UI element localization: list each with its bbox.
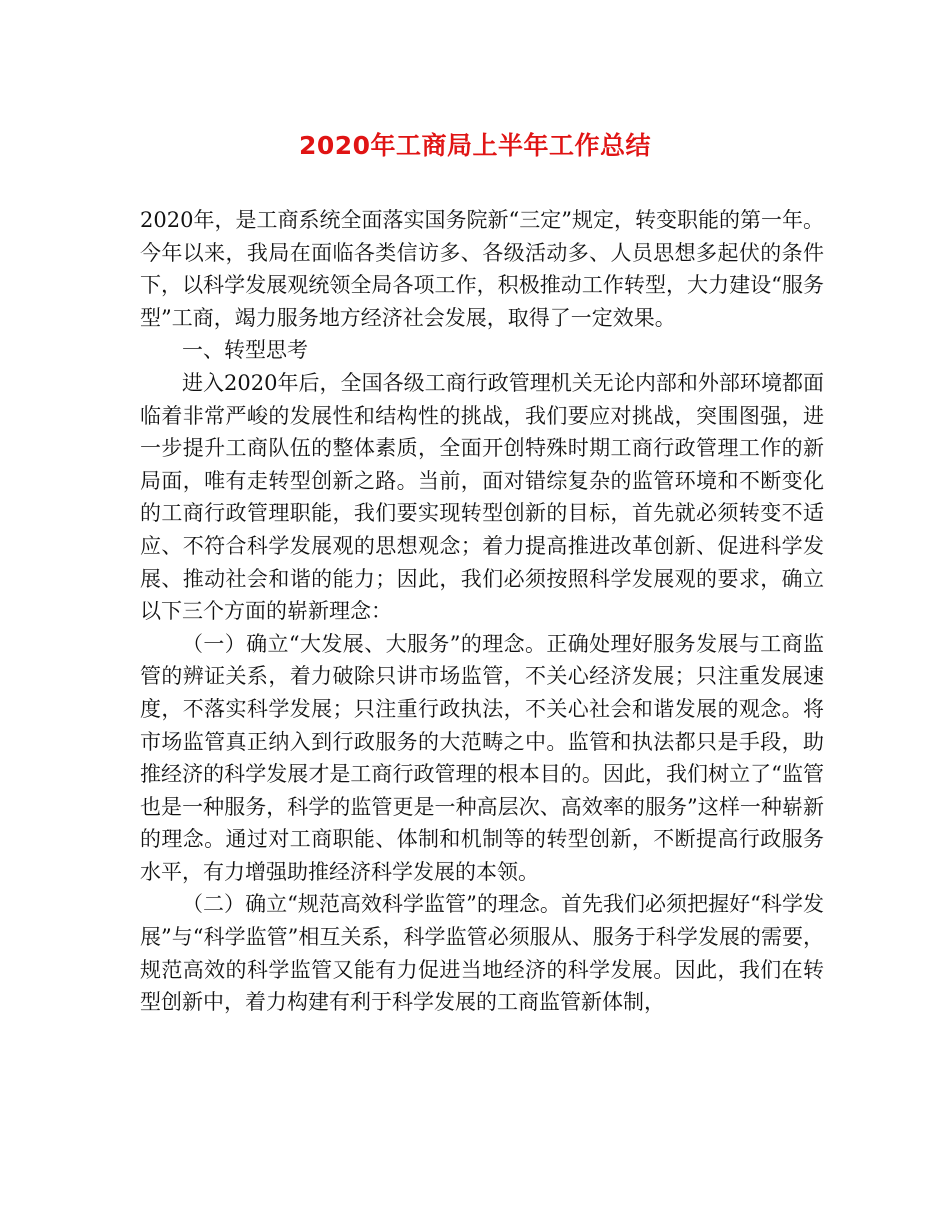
section-heading: 一、转型思考 (182, 338, 308, 363)
intro-paragraph: 2020年，是工商系统全面落实国务院新“三定”规定，转变职能的第一年。今年以来，我局在面临各类信访多、各级活动多、人员思想多起伏的条件下，以科学发展观统领全局各项工作，积极推动工作转型，大力建设“服务型”工商，竭力服务地方经济社会发展，取得了一定效果。 (140, 208, 824, 330)
body-paragraph: （二）确立“规范高效科学监管”的理念。首先我们必须把握好“科学发展”与“科学监管”相互关系，科学监管必须服从、服务于科学发展的需要，规范高效的科学监管又能有力促进当地经济的科学发展。因此，我们在转型创新中，着力构建有利于科学发展的工商监管新体制， (140, 892, 824, 1015)
document-title: 2020年工商局上半年工作总结 (298, 131, 652, 160)
body-paragraph: 进入2020年后，全国各级工商行政管理机关无论内部和外部环境都面临着非常严峻的发展性和结构性的挑战，我们要应对挑战，突围图强，进一步提升工商队伍的整体素质，全面开创特殊时期工商行政管理工作的新局面，唯有走转型创新之路。当前，面对错综复杂的监管环境和不断变化的工商行政管理职能，我们要实现转型创新的目标，首先就必须转变不适应、不符合科学发展观的思想观念；着力提高推进改革创新、促进科学发展、推动社会和谐的能力；因此，我们必须按照科学发展观的要求，确立以下三个方面的崭新理念： (140, 370, 824, 624)
body-paragraph: （一）确立“大发展、大服务”的理念。正确处理好服务发展与工商监管的辨证关系，着力破除只讲市场监管，不关心经济发展；只注重发展速度，不落实科学发展；只注重行政执法，不关心社会和谐发展的观念。将市场监管真正纳入到行政服务的大范畴之中。监管和执法都只是手段，助推经济的科学发展才是工商行政管理的根本目的。因此，我们树立了“监管也是一种服务，科学的监管更是一种高层次、高效率的服务”这样一种崭新的理念。通过对工商职能、体制和机制等的转型创新，不断提高行政服务水平，有力增强助推经济科学发展的本领。 (140, 631, 824, 884)
document-body (140, 204, 824, 1019)
